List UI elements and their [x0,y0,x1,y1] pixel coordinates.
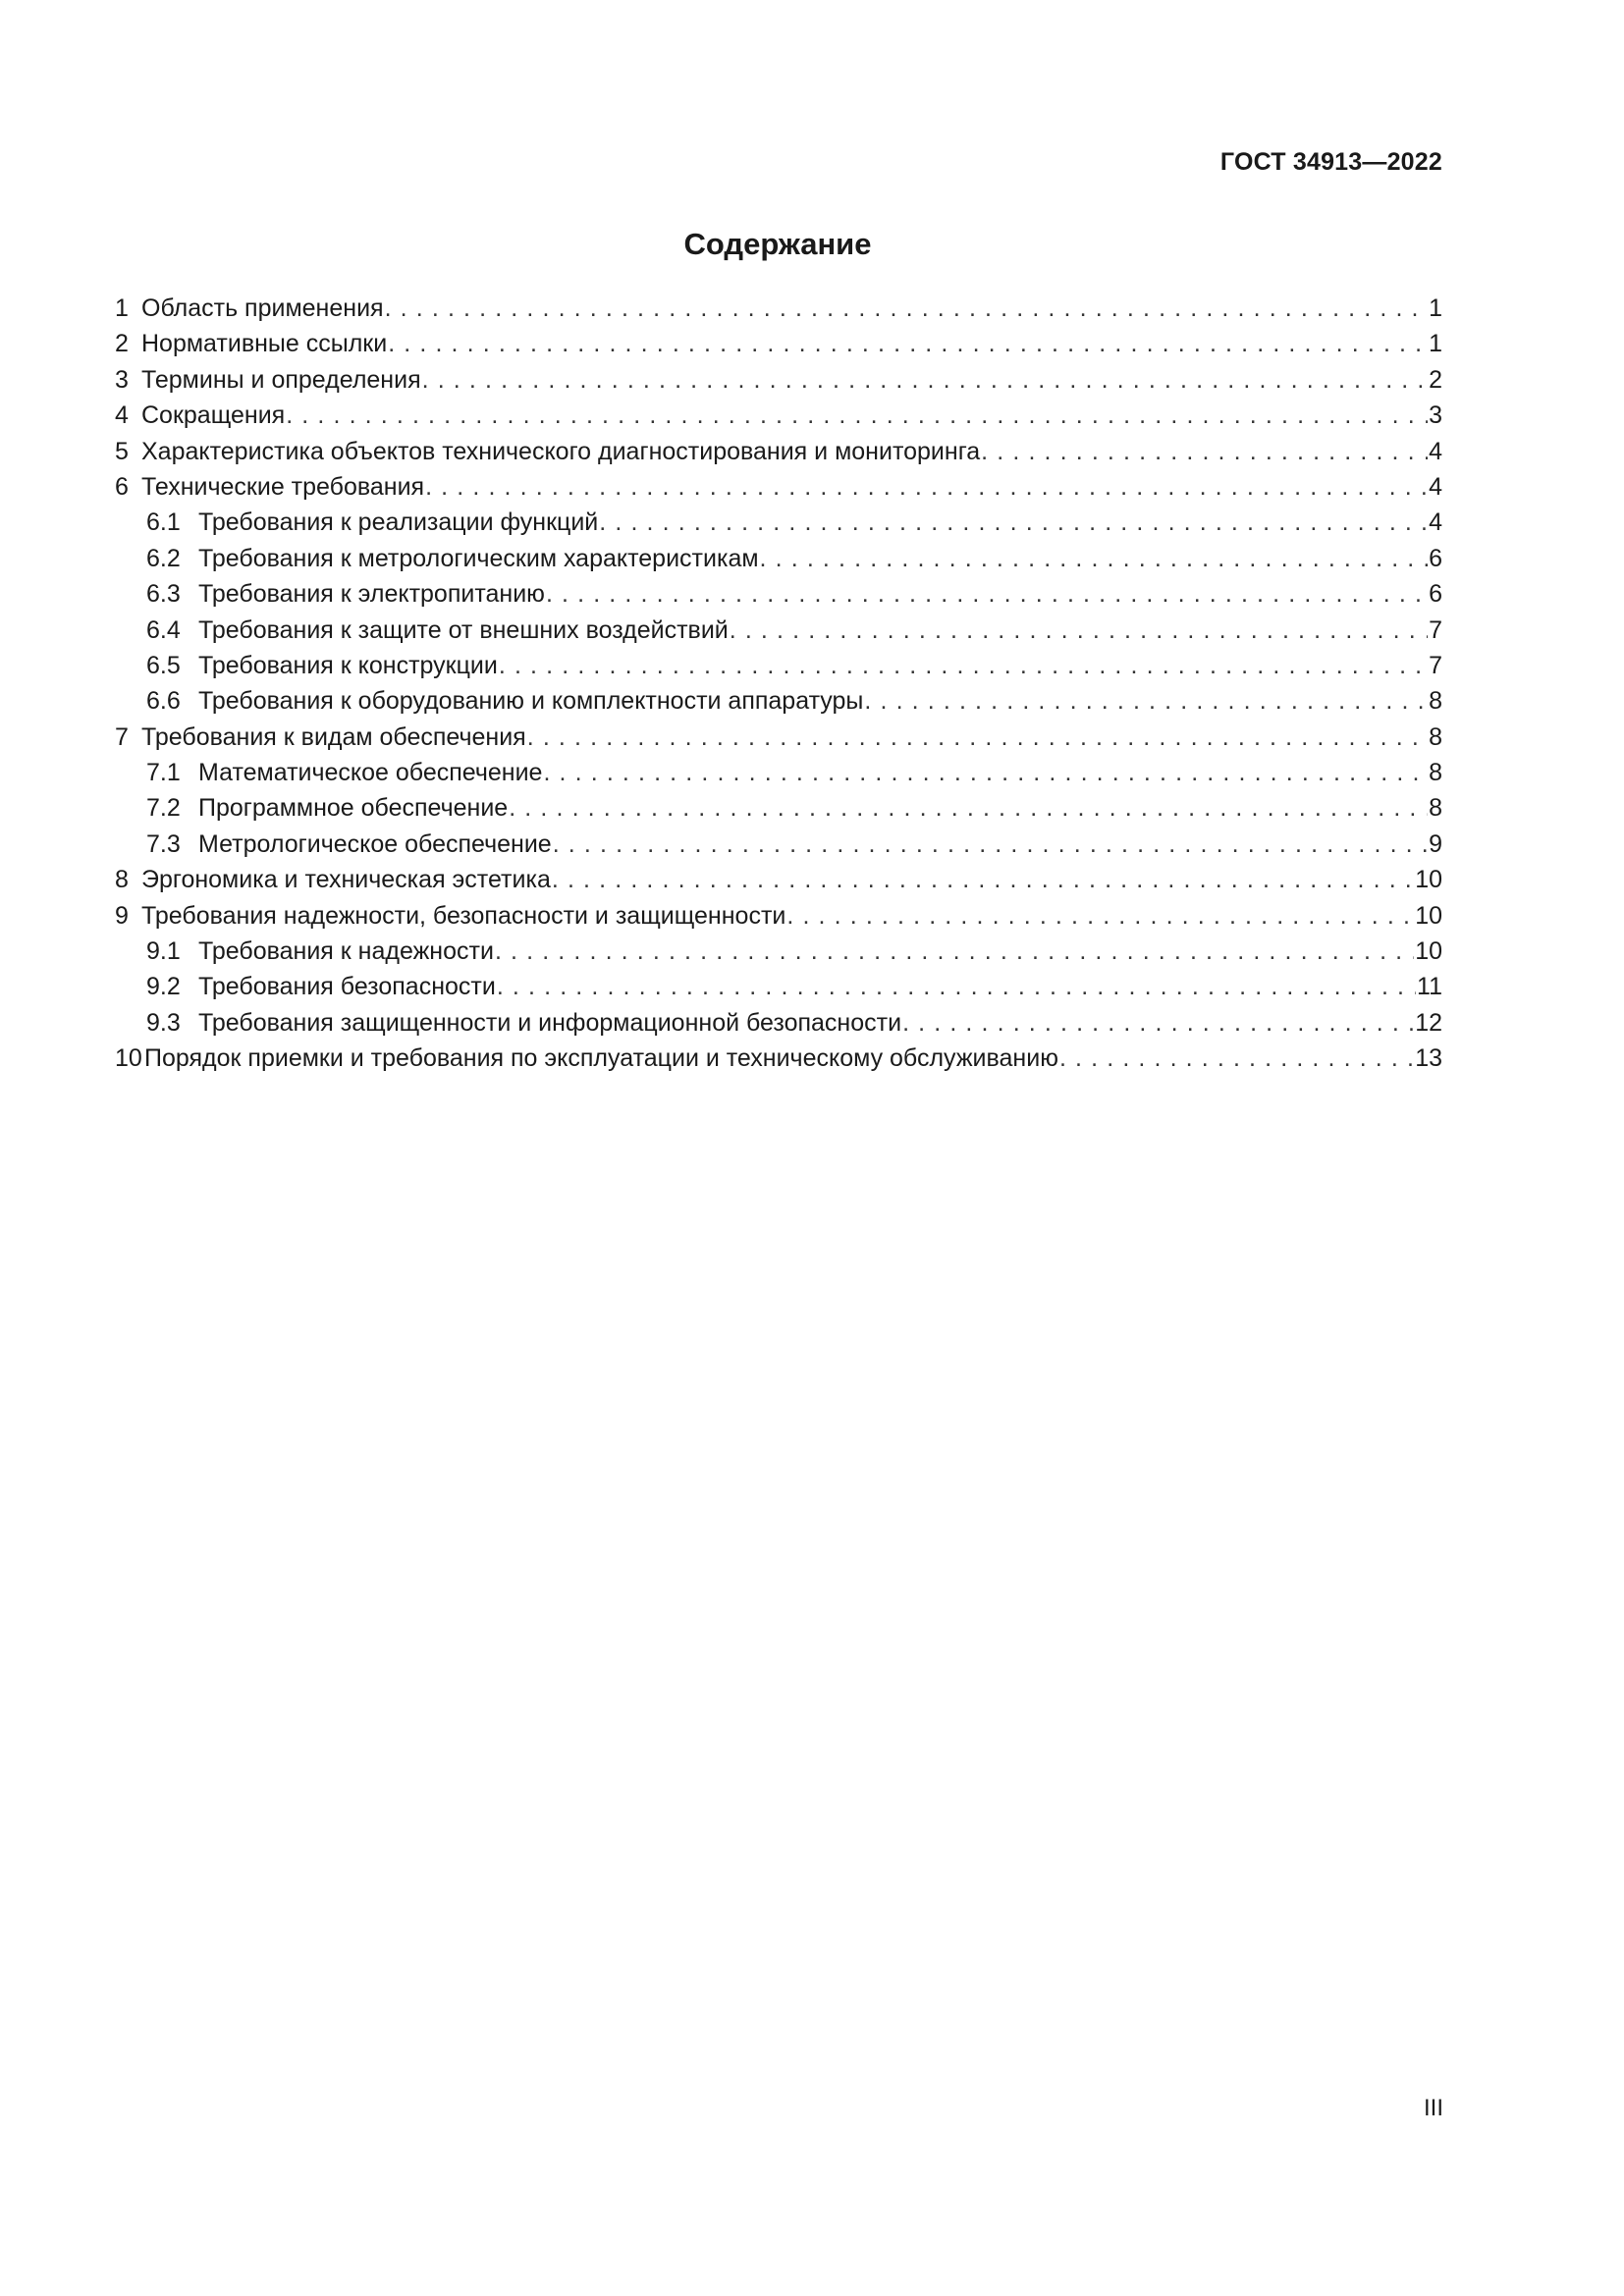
toc-entry-number: 6.5 [146,651,181,679]
toc-entry-number: 9.3 [146,1008,181,1037]
toc-dot-leader [552,862,1414,897]
toc-entry[interactable] [115,683,1442,719]
toc-entry[interactable] [115,827,1442,862]
toc-dot-leader [422,362,1428,398]
toc-entry-page: 1 [1429,294,1442,322]
toc-dot-leader [497,969,1416,1004]
toc-entry-page: 4 [1429,437,1442,465]
toc-entry-title: Порядок приемки и требования по эксплуатации и техническому обслуживанию [144,1044,1058,1073]
toc-entry-page: 10 [1415,866,1442,894]
toc-dot-leader [425,469,1428,505]
toc-entry-title: Требования к защите от внешних воздействий [198,615,729,644]
toc-entry-title: Требования безопасности [198,973,496,1001]
toc-entry-title: Характеристика объектов технического диагностирования и мониторинга [141,437,981,465]
toc-title: Содержание [683,227,872,261]
toc-dot-leader [286,398,1428,433]
toc-entry-page: 4 [1429,508,1442,537]
toc-entry[interactable] [115,755,1442,790]
toc-entry-page: 8 [1429,687,1442,716]
toc-entry[interactable] [115,576,1442,612]
toc-dot-leader [902,1005,1414,1041]
toc-entry-title: Эргономика и техническая эстетика [141,866,551,894]
toc-entry-page: 10 [1415,901,1442,930]
toc-entry-page: 9 [1429,829,1442,858]
table-of-contents [115,291,1442,1077]
toc-entry-number: 7.1 [146,759,181,787]
toc-entry-number: 2 [115,330,129,358]
toc-entry-page: 6 [1429,544,1442,572]
toc-entry-page: 10 [1415,937,1442,966]
toc-entry[interactable] [115,898,1442,934]
toc-entry[interactable] [115,1041,1442,1076]
toc-entry-page: 3 [1429,401,1442,430]
toc-entry[interactable] [115,790,1442,826]
toc-dot-leader [786,898,1414,934]
toc-entry-title: Требования к оборудованию и комплектности аппаратуры [198,687,864,716]
toc-entry[interactable] [115,326,1442,361]
toc-entry[interactable] [115,1005,1442,1041]
toc-entry[interactable] [115,720,1442,755]
toc-entry-page: 8 [1429,794,1442,823]
toc-entry-number: 7 [115,722,129,751]
toc-entry-title: Область применения [141,294,384,322]
toc-dot-leader [543,755,1428,790]
toc-entry[interactable] [115,862,1442,897]
toc-entry-page: 1 [1429,330,1442,358]
toc-dot-leader [509,790,1428,826]
toc-entry[interactable] [115,362,1442,398]
toc-entry-number: 9 [115,901,129,930]
toc-dot-leader [981,434,1428,469]
toc-entry[interactable] [115,648,1442,683]
toc-entry-page: 4 [1429,472,1442,501]
toc-entry-number: 6.4 [146,615,181,644]
toc-entry[interactable] [115,398,1442,433]
toc-dot-leader [599,505,1428,540]
toc-entry-title: Требования к реализации функций [198,508,599,537]
toc-entry-number: 1 [115,294,129,322]
toc-entry-page: 13 [1415,1044,1442,1073]
toc-entry-page: 6 [1429,580,1442,609]
toc-entry-title: Требования к видам обеспечения [141,722,526,751]
toc-entry-title: Требования защищенности и информационной безопасности [198,1008,902,1037]
toc-entry-number: 6.2 [146,544,181,572]
toc-dot-leader [730,613,1428,648]
toc-dot-leader [1059,1041,1414,1076]
toc-entry-page: 12 [1415,1008,1442,1037]
toc-entry-number: 9.2 [146,973,181,1001]
toc-dot-leader [546,576,1428,612]
toc-entry-title: Требования к конструкции [198,651,498,679]
toc-entry-page: 8 [1429,759,1442,787]
toc-entry[interactable] [115,613,1442,648]
toc-entry[interactable] [115,434,1442,469]
toc-entry-title: Требования надежности, безопасности и защищенности [141,901,786,930]
document-code: ГОСТ 34913—2022 [1219,148,1442,176]
toc-entry-title: Требования к электропитанию [198,580,545,609]
toc-entry-title: Метрологическое обеспечение [198,829,552,858]
toc-entry[interactable] [115,469,1442,505]
toc-entry-title: Сокращения [141,401,286,430]
toc-entry[interactable] [115,969,1442,1004]
toc-entry-number: 7.2 [146,794,181,823]
toc-entry-number: 9.1 [146,937,181,966]
page-number: III [1423,2095,1443,2121]
toc-dot-leader [388,326,1428,361]
toc-entry-number: 6 [115,472,129,501]
toc-dot-leader [385,291,1429,326]
toc-entry-number: 6.3 [146,580,181,609]
toc-entry-number: 5 [115,437,129,465]
toc-entry-number: 4 [115,401,129,430]
toc-entry-number: 7.3 [146,829,181,858]
toc-entry-number: 6.6 [146,687,181,716]
toc-entry-page: 8 [1429,722,1442,751]
toc-entry[interactable] [115,541,1442,576]
toc-entry-number: 3 [115,365,129,394]
toc-entry-title: Программное обеспечение [198,794,509,823]
toc-dot-leader [499,648,1428,683]
toc-entry-number: 6.1 [146,508,181,537]
toc-entry-page: 7 [1429,651,1442,679]
toc-dot-leader [527,720,1428,755]
toc-entry-title: Термины и определения [141,365,421,394]
toc-entry[interactable] [115,291,1442,326]
toc-entry-title: Математическое обеспечение [198,759,543,787]
toc-entry-page: 2 [1429,365,1442,394]
toc-dot-leader [553,827,1428,862]
toc-entry-number: 10 [115,1044,142,1073]
toc-entry-title: Нормативные ссылки [141,330,388,358]
toc-entry-title: Требования к надежности [198,937,494,966]
toc-dot-leader [864,683,1428,719]
toc-dot-leader [760,541,1429,576]
toc-entry-page: 11 [1417,973,1442,1001]
toc-dot-leader [495,934,1414,969]
toc-entry-page: 7 [1429,615,1442,644]
toc-entry-title: Технические требования [141,472,425,501]
toc-entry[interactable] [115,505,1442,540]
toc-entry-number: 8 [115,866,129,894]
toc-entry-title: Требования к метрологическим характеристикам [198,544,759,572]
toc-entry[interactable] [115,934,1442,969]
